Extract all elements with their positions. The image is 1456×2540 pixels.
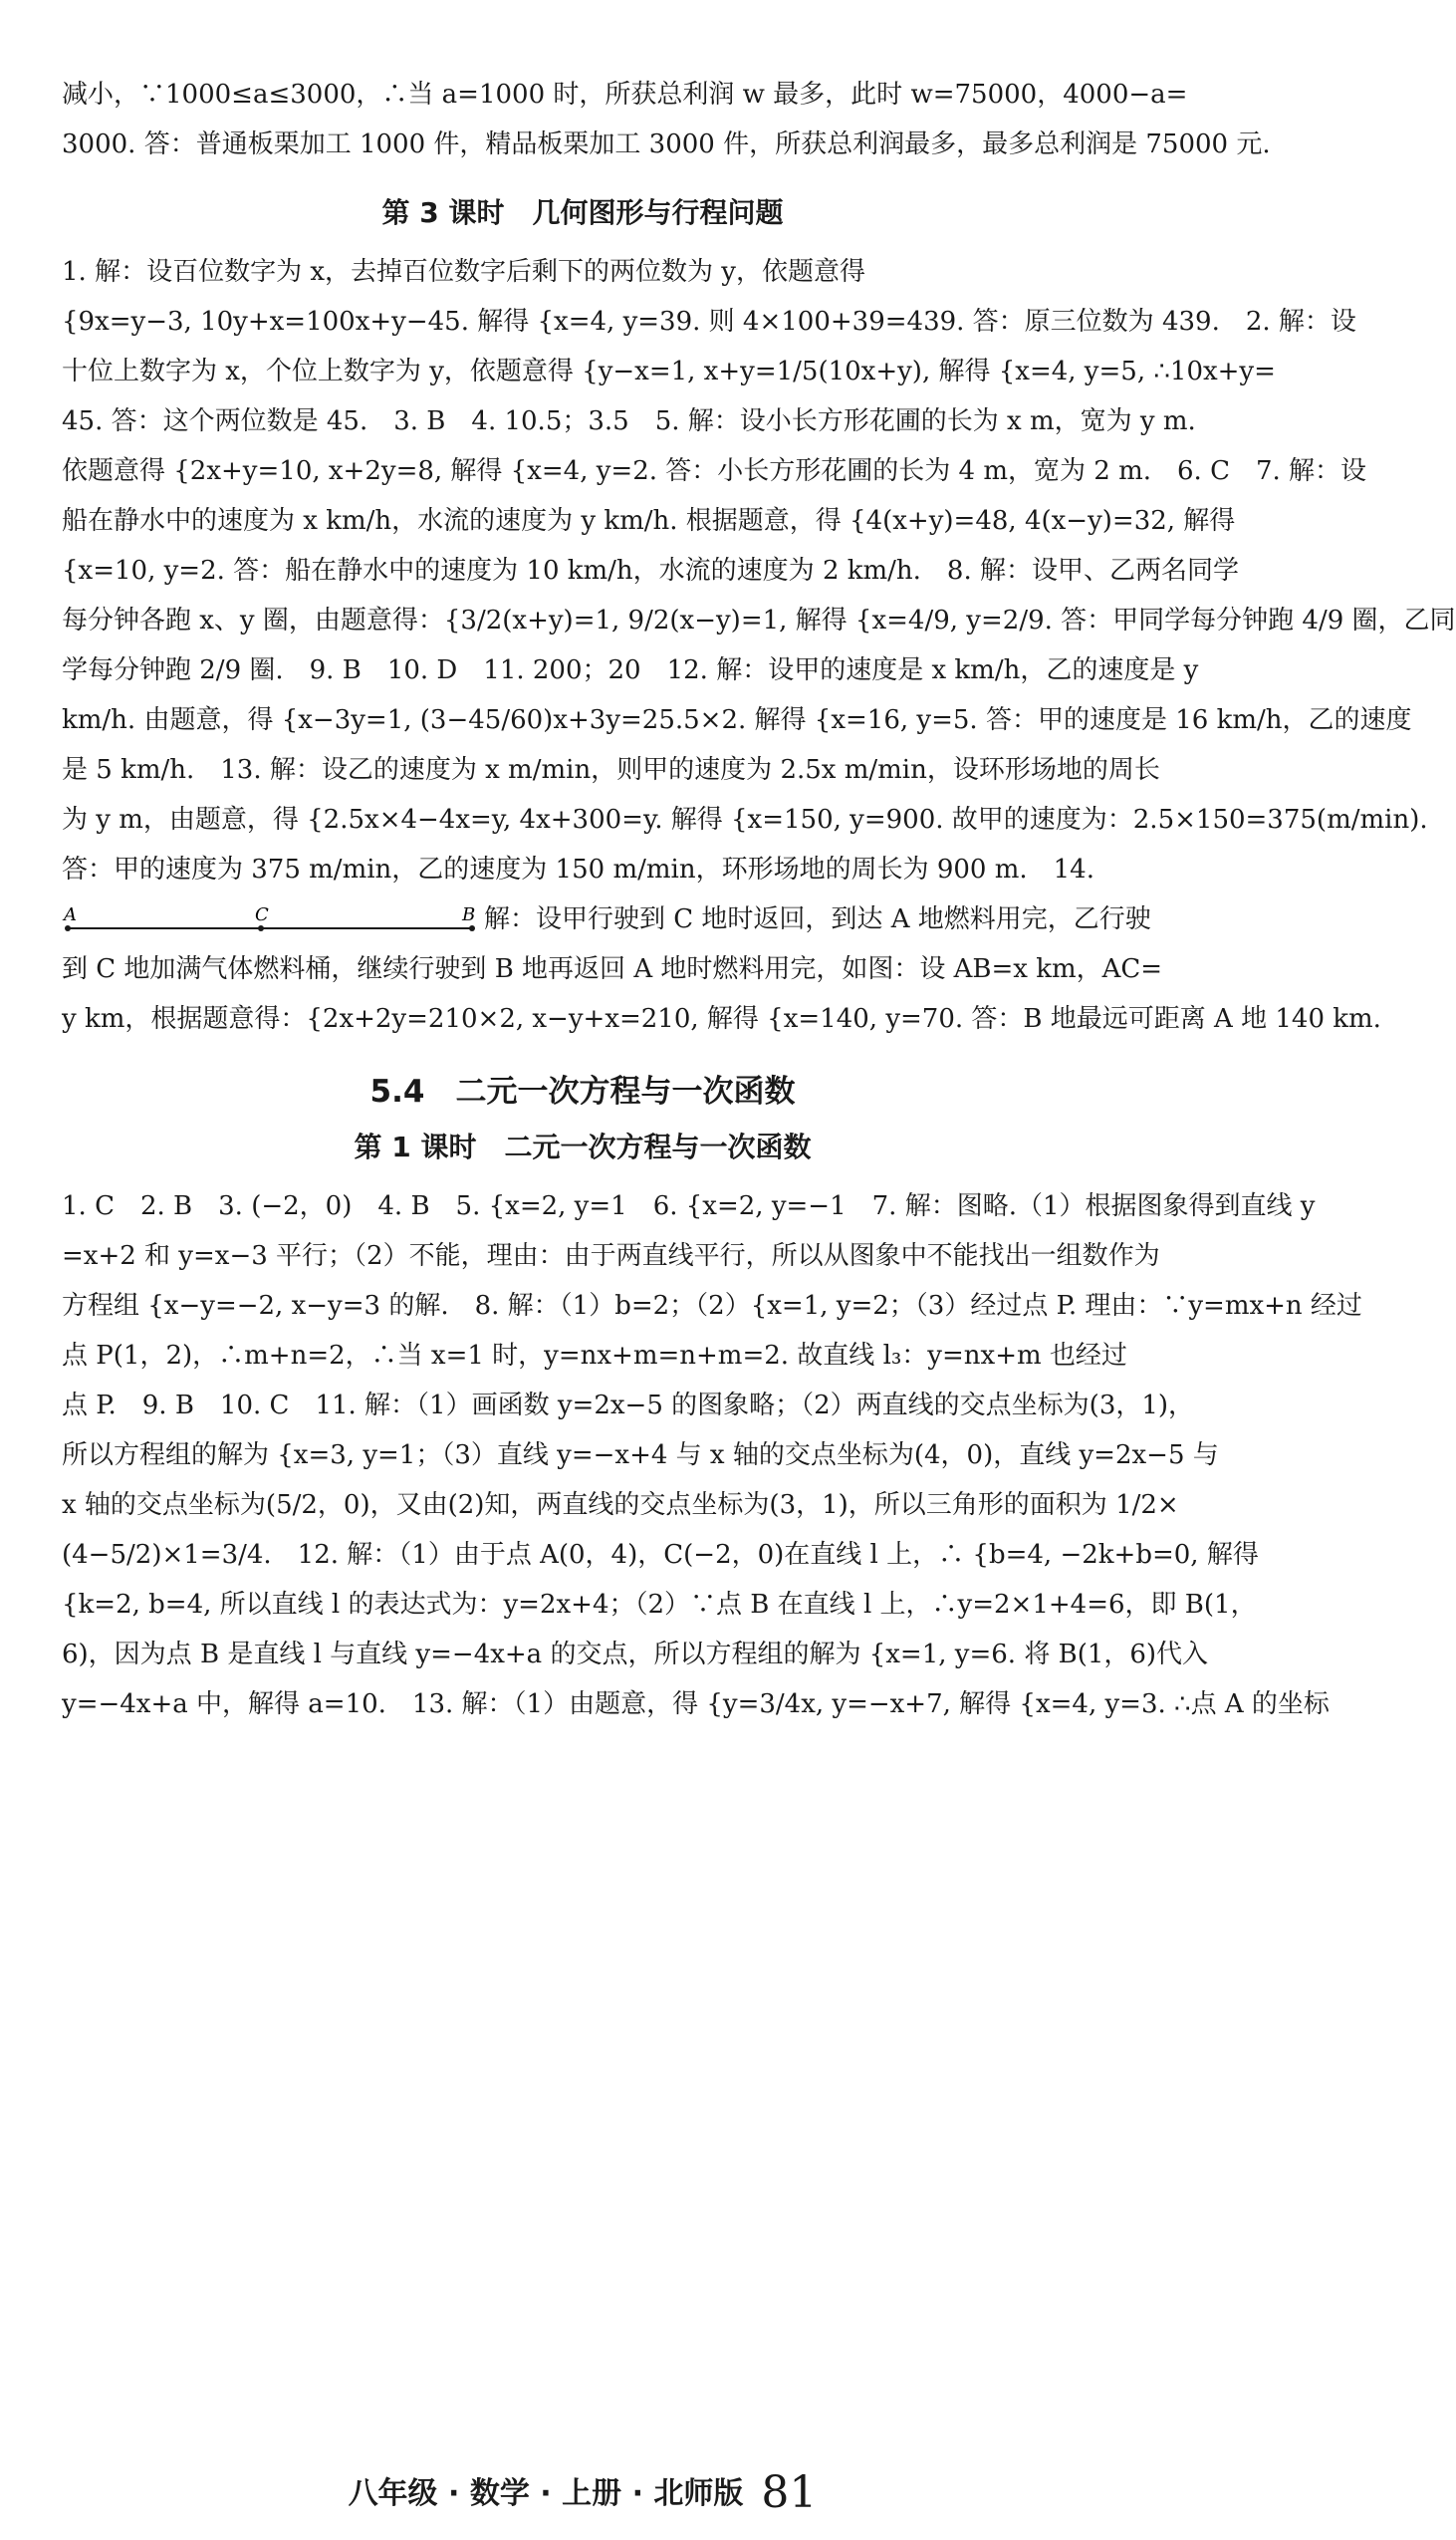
section54-line: 所以方程组的解为 {x=3, y=1；（3）直线 y=−x+4 与 x 轴的交点坐标为(4，0)，直线 y=2x−5 与 xyxy=(62,1440,1219,1470)
footer-label: 八年级 · 数学 · 上册 · 北师版 xyxy=(348,2476,744,2511)
lesson3-line: 到 C 地加满气体燃料桶，继续行驶到 B 地再返回 A 地时燃料用完，如图：设 AB=x km，AC= xyxy=(62,954,1163,984)
lesson1-title: 第 1 课时 二元一次方程与一次函数 xyxy=(354,1131,812,1163)
lesson3-line: 答：甲的速度为 375 m/min，乙的速度为 150 m/min，环形场地的周长为 900 m. 14. xyxy=(62,855,1094,885)
section54-line: y=−4x+a 中，解得 a=10. 13. 解：（1）由题意，得 {y=3/4x, y=−x+7, 解得 {x=4, y=3. ∴点 A 的坐标 xyxy=(62,1689,1330,1719)
section54-line: 点 P. 9. B 10. C 11. 解：（1）画函数 y=2x−5 的图象略；（2）两直线的交点坐标为(3，1)， xyxy=(62,1391,1195,1420)
segment-figure xyxy=(62,900,480,940)
section54-line: =x+2 和 y=x−3 平行；（2）不能，理由：由于两直线平行，所以从图象中不能找出一组数作为 xyxy=(62,1241,1160,1271)
lesson3-line: {x=10, y=2. 答：船在静水中的速度为 10 km/h，水流的速度为 2 km/h. 8. 解：设甲、乙两名同学 xyxy=(62,556,1239,586)
q14-text: 解：设甲行驶到 C 地时返回，到达 A 地燃料用完，乙行驶 xyxy=(484,904,1151,934)
lesson3-line: 学每分钟跑 2/9 圈. 9. B 10. D 11. 200；20 12. 解：设甲的速度是 x km/h，乙的速度是 y xyxy=(62,655,1199,685)
intro-line-2: 3000. 答：普通板栗加工 1000 件，精品板栗加工 3000 件，所获总利润最多，最多总利润是 75000 元. xyxy=(62,129,1271,159)
section54-line: (4−5/2)×1=3/4. 12. 解：（1）由于点 A(0，4)，C(−2，0)在直线 l 上，∴ {b=4, −2k+b=0, 解得 xyxy=(62,1540,1259,1570)
intro-line-1: 减小，∵1000≤a≤3000，∴当 a=1000 时，所获总利润 w 最多，此时 w=75000，4000−a= xyxy=(62,80,1188,110)
lesson3-line: y km，根据题意得：{2x+2y=210×2, x−y+x=210, 解得 {x=140, y=70. 答：B 地最远可距离 A 地 140 km. xyxy=(62,1004,1381,1034)
lesson3-line: 依题意得 {2x+y=10, x+2y=8, 解得 {x=4, y=2. 答：小长方形花圃的长为 4 m，宽为 2 m. 6. C 7. 解：设 xyxy=(62,456,1367,486)
page-number: 81 xyxy=(761,2467,818,2518)
lesson3-line: km/h. 由题意，得 {x−3y=1, (3−45/60)x+3y=25.5×2. 解得 {x=16, y=5. 答：甲的速度是 16 km/h，乙的速度 xyxy=(62,705,1412,735)
lesson3-line: 船在静水中的速度为 x km/h，水流的速度为 y km/h. 根据题意，得 {4(x+y)=48, 4(x−y)=32, 解得 xyxy=(62,506,1236,536)
point-c-label: C xyxy=(255,904,269,925)
section54-line: 方程组 {x−y=−2, x−y=3 的解. 8. 解：（1）b=2；（2）{x=1, y=2；（3）经过点 P. 理由：∵y=mx+n 经过 xyxy=(62,1291,1362,1321)
lesson3-line: 十位上数字为 x，个位上数字为 y，依题意得 {y−x=1, x+y=1/5(10x+y), 解得 {x=4, y=5, ∴10x+y= xyxy=(62,357,1276,386)
section-title: 5.4 二元一次方程与一次函数 xyxy=(369,1074,796,1110)
section54-line: x 轴的交点坐标为(5/2，0)，又由(2)知，两直线的交点坐标为(3，1)，所以三角形的面积为 1/2× xyxy=(62,1490,1179,1520)
lesson3-line: 45. 答：这个两位数是 45. 3. B 4. 10.5；3.5 5. 解：设小长方形花圃的长为 x m，宽为 y m. xyxy=(62,406,1196,436)
section54-line: 点 P(1，2)，∴m+n=2，∴当 x=1 时，y=nx+m=n+m=2. 故直线 l₃：y=nx+m 也经过 xyxy=(62,1341,1127,1371)
lesson3-line: 1. 解：设百位数字为 x，去掉百位数字后剩下的两位数为 y，依题意得 xyxy=(62,257,865,287)
section54-line: 1. C 2. B 3. (−2，0) 4. B 5. {x=2, y=1 6. {x=2, y=−1 7. 解：图略.（1）根据图象得到直线 y xyxy=(62,1191,1316,1221)
point-a-label: A xyxy=(64,904,77,925)
section54-line: 6)，因为点 B 是直线 l 与直线 y=−4x+a 的交点，所以方程组的解为 {x=1, y=6. 将 B(1，6)代入 xyxy=(62,1640,1209,1669)
q14-line-with-figure xyxy=(62,894,1151,944)
point-b-label: B xyxy=(462,904,476,925)
lesson3-line: 每分钟各跑 x、y 圈，由题意得：{3/2(x+y)=1, 9/2(x−y)=1, 解得 {x=4/9, y=2/9. 答：甲同学每分钟跑 4/9 圈，乙同 xyxy=(62,606,1456,635)
page-footer xyxy=(0,2467,1165,2518)
lesson3-line: {9x=y−3, 10y+x=100x+y−45. 解得 {x=4, y=39. 则 4×100+39=439. 答：原三位数为 439. 2. 解：设 xyxy=(62,307,1356,337)
lesson3-title: 第 3 课时 几何图形与行程问题 xyxy=(381,196,784,229)
section54-line: {k=2, b=4, 所以直线 l 的表达式为：y=2x+4；（2）∵点 B 在直线 l 上，∴y=2×1+4=6，即 B(1， xyxy=(62,1590,1257,1620)
lesson3-line: 是 5 km/h. 13. 解：设乙的速度为 x m/min，则甲的速度为 2.5x m/min，设环形场地的周长 xyxy=(62,755,1160,785)
lesson3-line: 为 y m，由题意，得 {2.5x×4−4x=y, 4x+300=y. 解得 {x=150, y=900. 故甲的速度为：2.5×150=375(m/min). xyxy=(62,805,1428,835)
